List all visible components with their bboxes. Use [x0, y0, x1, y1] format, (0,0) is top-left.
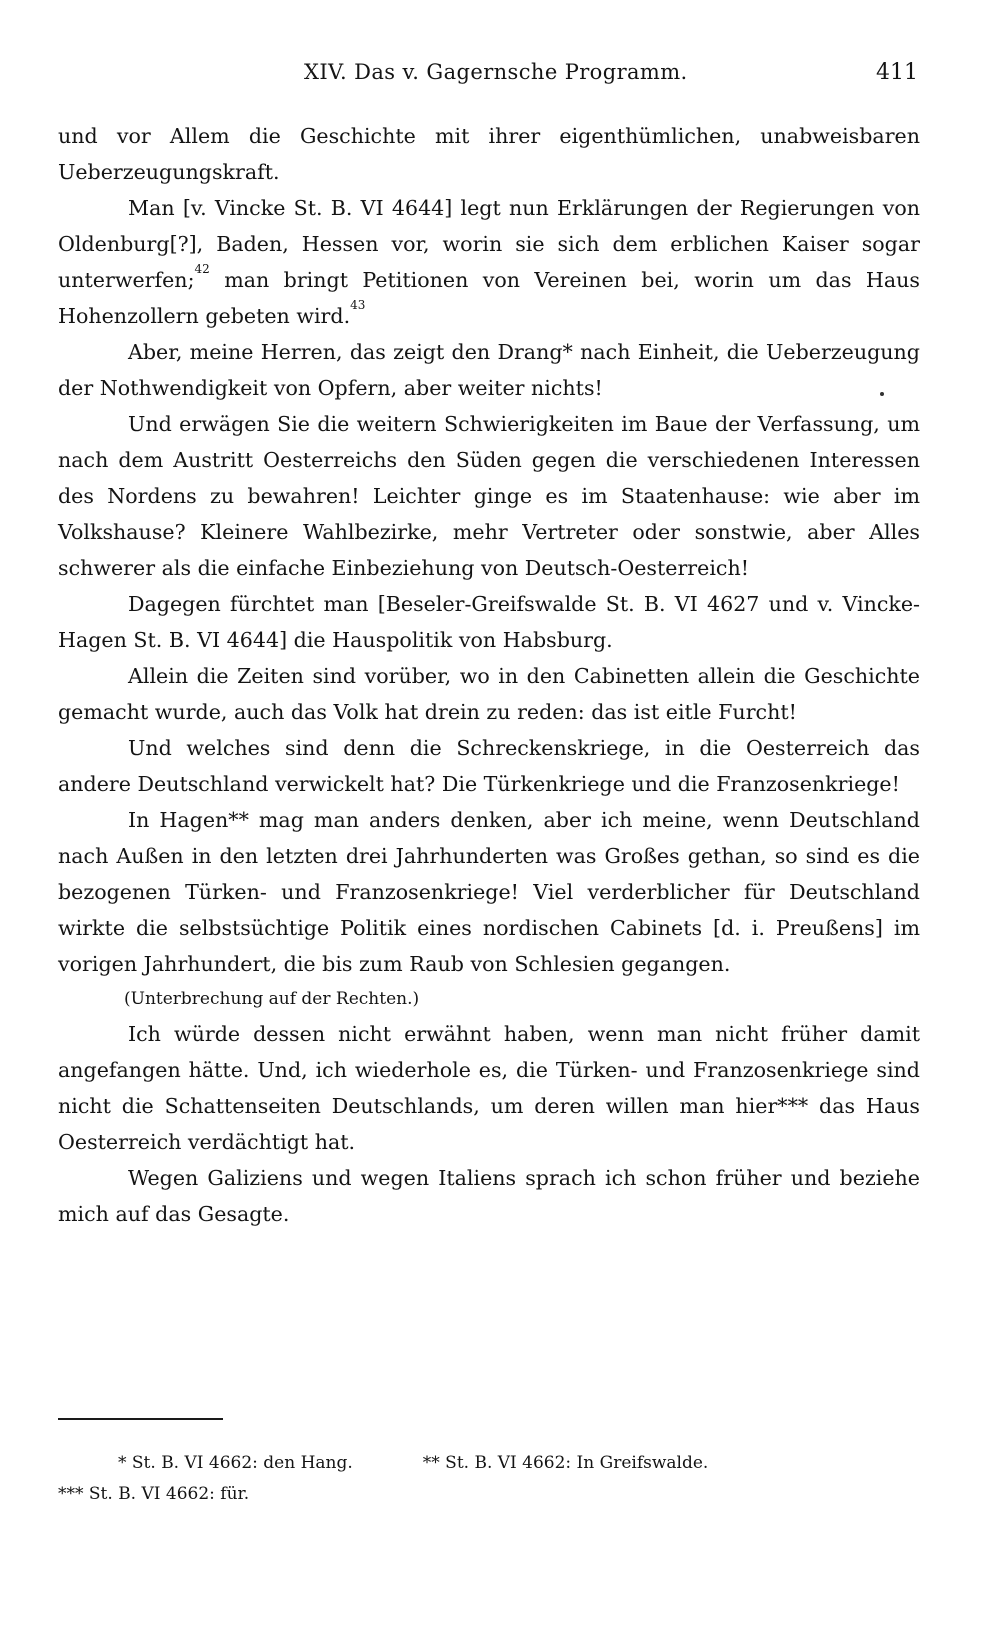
book-page [58, 0, 920, 1640]
paragraph-text: In Hagen** mag man anders denken, aber ich meine, wenn Deutschland nach Außen in den letzten drei Jahrhunderten was Großes gethan, so sind es die bezogenen Türken- und Franzosenkriege! Viel verderblicher für Deutschland wirkte die selbstsüchtige Politik eines nordischen Cabinets [d. i. Preußens] im vorigen Jahrhundert, die bis zum Raub von Schlesien gegangen. [58, 808, 920, 976]
footnote-row [58, 1448, 920, 1479]
paragraph-text: Man [v. Vincke St. B. VI 4644] legt nun Erklärungen der Regierungen von Oldenburg[?], Baden, Hessen vor, worin sie sich dem erblichen Kaiser sogar unterwerfen; [58, 196, 920, 292]
footnote-ref: 43 [350, 298, 366, 313]
paragraph-text-cont: man bringt Petitionen von Vereinen bei, worin um das Haus Hohenzollern gebeten wird. [58, 268, 920, 328]
paragraph-text: Wegen Galiziens und wegen Italiens sprach ich schon früher und beziehe mich auf das Gesagte. [58, 1166, 920, 1226]
paragraph [58, 1016, 920, 1160]
page-number: 411 [876, 60, 918, 85]
footnotes [58, 1448, 920, 1510]
print-speck [880, 392, 884, 396]
paragraph-text: und vor Allem die Geschichte mit ihrer eigenthümlichen, unabweisbaren Ueberzeugungskraft. [58, 124, 920, 184]
paragraph [58, 1160, 920, 1232]
paragraph-text: Aber, meine Herren, das zeigt den Drang* nach Einheit, die Ueberzeugung der Nothwendigkeit von Opfern, aber weiter nichts! [58, 340, 920, 400]
paragraph-text: Dagegen fürchtet man [Beseler-Greifswalde St. B. VI 4627 und v. Vincke-Hagen St. B. VI 4644] die Hauspolitik von Habsburg. [58, 592, 920, 652]
paragraph [58, 190, 920, 334]
paragraph [58, 586, 920, 658]
paragraph [58, 802, 920, 982]
footnote-row [58, 1479, 920, 1510]
paragraph [58, 730, 920, 802]
interjection-text: (Unterbrechung auf der Rechten.) [124, 989, 420, 1009]
interjection [58, 982, 920, 1016]
paragraph [58, 406, 920, 586]
running-title: XIV. Das v. Gagernsche Programm. [304, 60, 688, 84]
footnote-separator [58, 1418, 223, 1420]
paragraph-text: Und erwägen Sie die weitern Schwierigkeiten im Baue der Verfassung, um nach dem Austritt Oesterreichs den Süden gegen die verschiedenen Interessen des Nordens zu bewahren! Leichter ginge es im Staatenhause: wie aber im Volkshause? Kleinere Wahlbezirke, mehr Vertreter oder sonstwie, aber Alles schwerer als die einfache Einbeziehung von Deutsch-Oesterreich! [58, 412, 920, 580]
footnote: ** St. B. VI 4662: In Greifswalde. [422, 1453, 709, 1473]
running-head [58, 60, 920, 94]
paragraph-continuation [58, 118, 920, 190]
paragraph-text: Ich würde dessen nicht erwähnt haben, wenn man nicht früher damit angefangen hätte. Und, ich wiederhole es, die Türken- und Franzosenkriege sind nicht die Schattenseiten Deutschlands, um deren willen man hier*** das Haus Oesterreich verdächtigt hat. [58, 1022, 920, 1154]
footnote: *** St. B. VI 4662: für. [58, 1484, 250, 1504]
paragraph-text: Allein die Zeiten sind vorüber, wo in den Cabinetten allein die Geschichte gemacht wurde, auch das Volk hat drein zu reden: das ist eitle Furcht! [58, 664, 920, 724]
paragraph-text: Und welches sind denn die Schreckenskriege, in die Oesterreich das andere Deutschland verwickelt hat? Die Türkenkriege und die Franzosenkriege! [58, 736, 920, 796]
paragraph [58, 658, 920, 730]
body-text [58, 118, 920, 1232]
footnote-ref: 42 [194, 262, 210, 277]
paragraph [58, 334, 920, 406]
footnote: * St. B. VI 4662: den Hang. [118, 1453, 353, 1473]
